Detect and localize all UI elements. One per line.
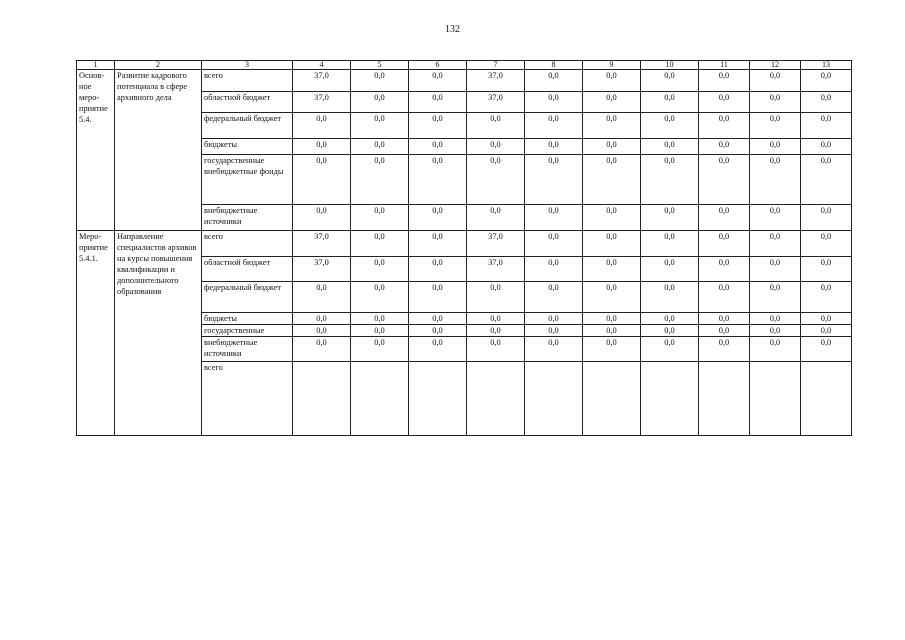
value-cell: 0,0 [351, 282, 409, 313]
value-cell [583, 362, 641, 436]
value-cell: 0,0 [351, 70, 409, 92]
funding-source-cell: областной бюджет [202, 257, 293, 282]
value-cell: 0,0 [583, 92, 641, 113]
value-cell: 0,0 [699, 155, 750, 205]
value-cell: 0,0 [641, 155, 699, 205]
value-cell: 0,0 [750, 113, 801, 139]
value-cell: 37,0 [293, 70, 351, 92]
value-cell: 0,0 [750, 70, 801, 92]
value-cell: 0,0 [801, 325, 852, 337]
value-cell: 0,0 [525, 155, 583, 205]
funding-source-cell: бюджеты [202, 313, 293, 325]
column-number: 6 [409, 61, 467, 70]
value-cell: 0,0 [293, 313, 351, 325]
funding-source-cell: государственные [202, 325, 293, 337]
value-cell: 0,0 [409, 155, 467, 205]
value-cell [801, 362, 852, 436]
value-cell: 0,0 [409, 139, 467, 155]
value-cell: 0,0 [583, 313, 641, 325]
value-cell: 0,0 [351, 139, 409, 155]
column-number: 1 [77, 61, 115, 70]
value-cell: 0,0 [699, 231, 750, 257]
column-number: 11 [699, 61, 750, 70]
value-cell: 0,0 [409, 70, 467, 92]
value-cell: 0,0 [750, 257, 801, 282]
value-cell: 0,0 [750, 282, 801, 313]
activity-name-cell: Развитие кадрового потенциала в сфере архивного дела [115, 70, 202, 231]
value-cell: 0,0 [583, 205, 641, 231]
value-cell: 0,0 [801, 257, 852, 282]
value-cell: 0,0 [750, 139, 801, 155]
column-number: 2 [115, 61, 202, 70]
value-cell: 0,0 [801, 92, 852, 113]
value-cell: 0,0 [641, 92, 699, 113]
value-cell: 0,0 [801, 139, 852, 155]
value-cell [525, 362, 583, 436]
funding-source-cell: всего [202, 362, 293, 436]
funding-source-cell: областной бюджет [202, 92, 293, 113]
value-cell: 0,0 [467, 313, 525, 325]
funding-source-cell: бюджеты [202, 139, 293, 155]
value-cell: 0,0 [801, 70, 852, 92]
value-cell: 0,0 [699, 205, 750, 231]
value-cell: 0,0 [525, 205, 583, 231]
value-cell: 37,0 [293, 231, 351, 257]
value-cell: 0,0 [801, 231, 852, 257]
value-cell: 0,0 [409, 282, 467, 313]
value-cell: 0,0 [351, 313, 409, 325]
column-number: 5 [351, 61, 409, 70]
funding-table [76, 60, 852, 436]
value-cell: 0,0 [641, 205, 699, 231]
value-cell: 37,0 [467, 257, 525, 282]
value-cell: 0,0 [583, 325, 641, 337]
value-cell: 0,0 [750, 337, 801, 362]
value-cell: 0,0 [641, 231, 699, 257]
value-cell: 0,0 [750, 325, 801, 337]
value-cell: 0,0 [525, 92, 583, 113]
value-cell: 0,0 [801, 155, 852, 205]
value-cell: 0,0 [699, 92, 750, 113]
funding-source-cell: всего [202, 231, 293, 257]
value-cell: 0,0 [641, 313, 699, 325]
value-cell: 0,0 [409, 337, 467, 362]
value-cell: 0,0 [293, 139, 351, 155]
value-cell: 0,0 [351, 325, 409, 337]
funding-source-cell: всего [202, 70, 293, 92]
value-cell: 0,0 [351, 155, 409, 205]
value-cell: 0,0 [525, 70, 583, 92]
value-cell: 0,0 [750, 313, 801, 325]
value-cell: 0,0 [583, 282, 641, 313]
value-cell [467, 362, 525, 436]
value-cell: 0,0 [525, 313, 583, 325]
value-cell: 0,0 [467, 282, 525, 313]
value-cell [699, 362, 750, 436]
value-cell: 0,0 [525, 325, 583, 337]
value-cell: 0,0 [750, 155, 801, 205]
value-cell: 0,0 [699, 139, 750, 155]
value-cell: 0,0 [467, 139, 525, 155]
value-cell: 0,0 [801, 337, 852, 362]
funding-source-cell: государственные внебюджетные фонды [202, 155, 293, 205]
value-cell: 0,0 [699, 282, 750, 313]
value-cell: 37,0 [467, 92, 525, 113]
value-cell: 0,0 [699, 313, 750, 325]
value-cell: 0,0 [583, 155, 641, 205]
value-cell: 0,0 [801, 282, 852, 313]
value-cell: 0,0 [351, 337, 409, 362]
value-cell: 37,0 [467, 231, 525, 257]
value-cell: 0,0 [801, 205, 852, 231]
value-cell: 0,0 [409, 92, 467, 113]
value-cell: 0,0 [351, 205, 409, 231]
column-number: 7 [467, 61, 525, 70]
value-cell [750, 362, 801, 436]
value-cell: 0,0 [525, 231, 583, 257]
value-cell: 0,0 [351, 257, 409, 282]
activity-code-cell: Меро-приятие 5.4.1. [77, 231, 115, 436]
value-cell: 0,0 [641, 325, 699, 337]
value-cell: 0,0 [699, 325, 750, 337]
column-number: 12 [750, 61, 801, 70]
value-cell: 37,0 [293, 92, 351, 113]
funding-source-cell: внебюджетные источники [202, 205, 293, 231]
column-number: 9 [583, 61, 641, 70]
value-cell: 0,0 [641, 282, 699, 313]
value-cell: 0,0 [467, 155, 525, 205]
value-cell: 0,0 [699, 337, 750, 362]
activity-code-cell: Основ-ное меро-приятие 5.4. [77, 70, 115, 231]
value-cell: 0,0 [525, 139, 583, 155]
table-row [77, 231, 852, 257]
value-cell: 0,0 [293, 113, 351, 139]
value-cell: 0,0 [409, 325, 467, 337]
value-cell: 0,0 [750, 92, 801, 113]
page-number: 132 [445, 24, 460, 35]
column-number: 4 [293, 61, 351, 70]
column-number: 13 [801, 61, 852, 70]
value-cell: 0,0 [641, 113, 699, 139]
value-cell: 0,0 [801, 113, 852, 139]
value-cell: 0,0 [699, 257, 750, 282]
table-row [77, 70, 852, 92]
value-cell: 0,0 [467, 337, 525, 362]
value-cell: 0,0 [293, 282, 351, 313]
value-cell: 0,0 [750, 231, 801, 257]
value-cell: 0,0 [641, 139, 699, 155]
value-cell: 37,0 [467, 70, 525, 92]
value-cell: 0,0 [467, 325, 525, 337]
value-cell: 0,0 [525, 337, 583, 362]
value-cell: 0,0 [583, 257, 641, 282]
value-cell: 0,0 [293, 155, 351, 205]
table-body [77, 70, 852, 436]
value-cell [351, 362, 409, 436]
value-cell: 0,0 [583, 113, 641, 139]
value-cell [293, 362, 351, 436]
value-cell: 0,0 [699, 70, 750, 92]
value-cell: 0,0 [293, 325, 351, 337]
value-cell: 0,0 [467, 205, 525, 231]
value-cell: 0,0 [583, 231, 641, 257]
value-cell: 0,0 [583, 337, 641, 362]
value-cell: 0,0 [467, 113, 525, 139]
value-cell [409, 362, 467, 436]
funding-source-cell: внебюджетные источники [202, 337, 293, 362]
value-cell: 37,0 [293, 257, 351, 282]
funding-source-cell: федеральный бюджет [202, 282, 293, 313]
value-cell: 0,0 [351, 92, 409, 113]
value-cell: 0,0 [641, 257, 699, 282]
column-number: 10 [641, 61, 699, 70]
column-number: 3 [202, 61, 293, 70]
activity-name-cell: Направление специалистов архивов на курсы повышения квалификации и дополнительного образования [115, 231, 202, 436]
value-cell: 0,0 [699, 113, 750, 139]
value-cell: 0,0 [409, 257, 467, 282]
value-cell: 0,0 [409, 313, 467, 325]
value-cell: 0,0 [641, 70, 699, 92]
column-number-row [77, 61, 852, 70]
value-cell: 0,0 [525, 282, 583, 313]
value-cell: 0,0 [409, 231, 467, 257]
value-cell: 0,0 [293, 205, 351, 231]
value-cell: 0,0 [583, 70, 641, 92]
funding-source-cell: федеральный бюджет [202, 113, 293, 139]
value-cell: 0,0 [801, 313, 852, 325]
value-cell: 0,0 [525, 113, 583, 139]
value-cell: 0,0 [641, 337, 699, 362]
value-cell: 0,0 [583, 139, 641, 155]
value-cell [641, 362, 699, 436]
value-cell: 0,0 [409, 113, 467, 139]
value-cell: 0,0 [293, 337, 351, 362]
value-cell: 0,0 [351, 231, 409, 257]
value-cell: 0,0 [409, 205, 467, 231]
value-cell: 0,0 [750, 205, 801, 231]
column-number: 8 [525, 61, 583, 70]
value-cell: 0,0 [525, 257, 583, 282]
value-cell: 0,0 [351, 113, 409, 139]
